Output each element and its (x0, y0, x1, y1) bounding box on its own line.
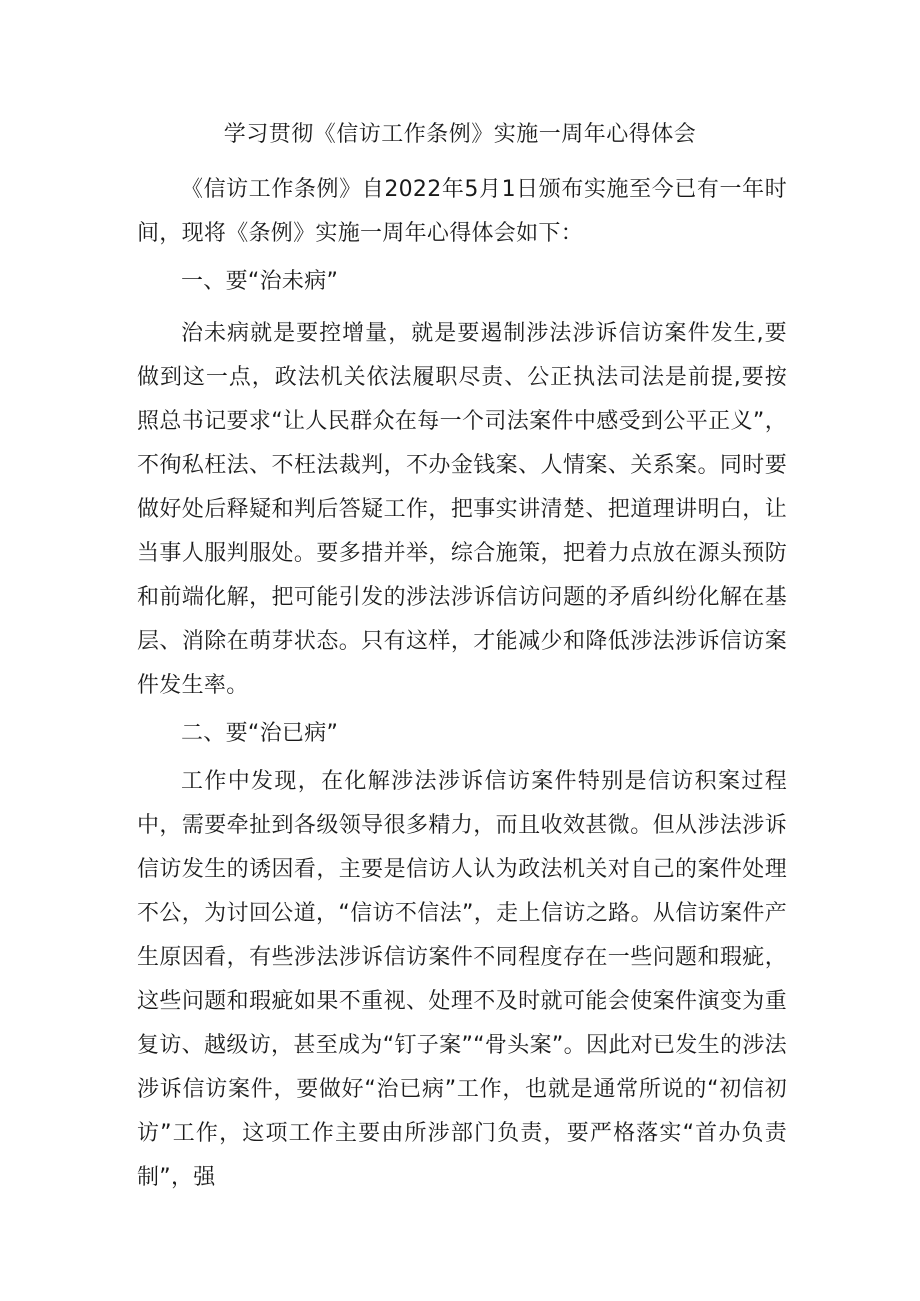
intro-paragraph: 《信访工作条例》自2022年5月1日颁布实施至今已有一年时间，现将《条例》实施一周年心得体会如下： (137, 177, 787, 246)
section-2-paragraph: 工作中发现，在化解涉法涉诉信访案件特别是信访积案过程中，需要牵扯到各级领导很多精力，而且收效甚微。但从涉法涉诉信访发生的诱因看，主要是信访人认为政法机关对自己的案件处理不公，为讨回公道，“信访不信法”，走上信访之路。从信访案件产生原因看，有些涉法涉诉信访案件不同程度存在一些问题和瑕疵，这些问题和瑕疵如果不重视、处理不及时就可能会使案件演变为重复访、越级访，甚至成为“钉子案”“骨头案”。因此对已发生的涉法涉诉信访案件，要做好“治已病”工作，也就是通常所说的“初信初访”工作，这项工作主要由所涉部门负责，要严格落实“首办负责制”，强 (137, 769, 787, 1190)
section-1-paragraph: 治未病就是要控增量，就是要遏制涉法涉诉信访案件发生,要做到这一点，政法机关依法履职尽责、公正执法司法是前提,要按照总书记要求“让人民群众在每一个司法案件中感受到公平正义”，不徇私枉法、不枉法裁判，不办金钱案、人情案、关系案。同时要做好处后释疑和判后答疑工作，把事实讲清楚、把道理讲明白，让当事人服判服处。要多措并举，综合施策，把着力点放在源头预防和前端化解，把可能引发的涉法涉诉信访问题的矛盾纠纷化解在基层、消除在萌芽状态。只有这样，才能减少和降低涉法涉诉信访案件发生率。 (137, 321, 787, 698)
section-1-heading: 一、要“治未病” (181, 269, 339, 294)
document-title: 学习贯彻《信访工作条例》实施一周年心得体会 (223, 122, 697, 147)
document-body (137, 168, 787, 1200)
section-2-heading: 二、要“治已病” (181, 721, 339, 746)
